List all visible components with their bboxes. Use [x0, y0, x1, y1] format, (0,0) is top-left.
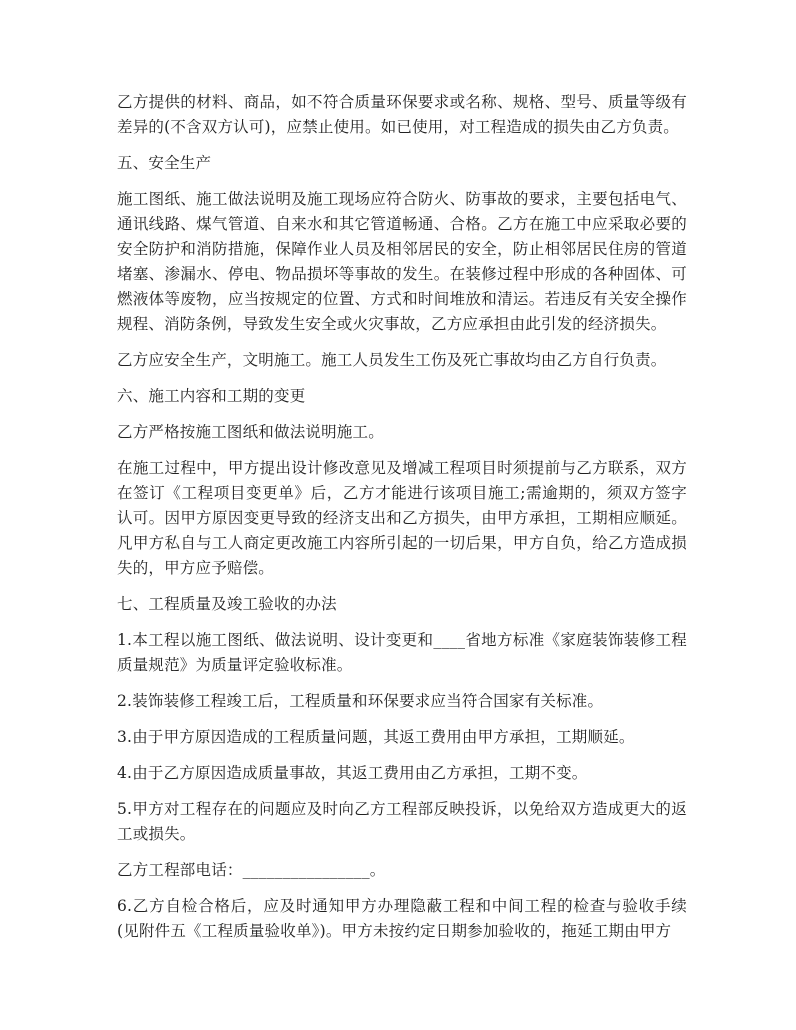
list-item-4: 4.由于乙方原因造成质量事故，其返工费用由乙方承担，工期不变。 — [117, 764, 588, 782]
section-heading-changes: 六、施工内容和工期的变更 — [117, 387, 306, 405]
phone-line: 乙方工程部电话：________________。 — [117, 861, 386, 879]
list-item-5: 5.甲方对工程存在的问题应及时向乙方工程部反映投诉，以免给双方造成更大的返工或损失。 — [117, 800, 687, 843]
paragraph-material-quality: 乙方提供的材料、商品，如不符合质量环保要求或名称、规格、型号、质量等级有差异的(不含双方认可)，应禁止使用。如已使用，对工程造成的损失由乙方负责。 — [117, 93, 687, 136]
list-item-3: 3.由于甲方原因造成的工程质量问题，其返工费用由甲方承担，工期顺延。 — [117, 728, 635, 746]
list-item-6: 6.乙方自检合格后，应及时通知甲方办理隐蔽工程和中间工程的检查与验收手续(见附件五《工程质量验收单》)。甲方未按约定日期参加验收的，拖延工期由甲方 — [117, 897, 687, 940]
list-item-2: 2.装饰装修工程竣工后，工程质量和环保要求应当符合国家有关标准。 — [117, 692, 604, 710]
section-heading-safety: 五、安全生产 — [117, 154, 212, 172]
section-heading-acceptance: 七、工程质量及竣工验收的办法 — [117, 595, 337, 613]
list-item-1: 1.本工程以施工图纸、做法说明、设计变更和____省地方标准《家庭装饰装修工程质量规范》为质量评定验收标准。 — [117, 631, 687, 674]
paragraph-follow-drawings: 乙方严格按施工图纸和做法说明施工。 — [117, 423, 384, 441]
paragraph-change-process: 在施工过程中，甲方提出设计修改意见及增减工程项目时须提前与乙方联系，双方在签订《工程项目变更单》后，乙方才能进行该项目施工;需逾期的，须双方签字认可。因甲方原因变更导致的经济支出和乙方损失，由甲方承担，工期相应顺延。凡甲方私自与工人商定更改施工内容所引起的一切后果，甲方自负，给乙方造成损失的，甲方应予赔偿。 — [117, 459, 687, 577]
document-page — [117, 90, 687, 955]
paragraph-fire-safety: 施工图纸、施工做法说明及施工现场应符合防火、防事故的要求，主要包括电气、通讯线路、煤气管道、自来水和其它管道畅通、合格。乙方在施工中应采取必要的安全防护和消防措施，保障作业人员及相邻居民的安全，防止相邻居民住房的管道堵塞、渗漏水、停电、物品损坏等事故的发生。在装修过程中形成的各种固体、可燃液体等废物，应当按规定的位置、方式和时间堆放和清运。若违反有关安全操作规程、消防条例，导致发生安全或火灾事故，乙方应承担由此引发的经济损失。 — [117, 190, 687, 333]
paragraph-safe-production: 乙方应安全生产，文明施工。施工人员发生工伤及死亡事故均由乙方自行负责。 — [117, 351, 667, 369]
